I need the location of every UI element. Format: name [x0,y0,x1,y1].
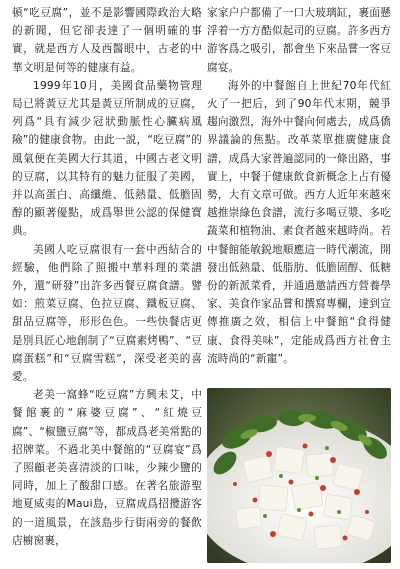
paragraph: 海外的中餐館自上世紀70年代紅火了一把后，到了90年代末期，競爭趨向激烈，海外中餐向何處去，成爲僑界議論的焦點。改革菜單推廣健康食譜，成爲大家普遍認同的一條出路，事實上，中餐于健康飲食新概念上占有優勢，大有文章可做。西方人近年來越來越推崇綠色食譜，流行多喝豆漿、多吃蔬菜和植物油、素食者越來越時尚。若中餐館能敏鋭地順應這一時代潮流，開發出低熱量、低脂肪、低膽固醇、低糖份的新派菜肴，并通過邀請西方營養學家、美食作家品嘗和撰寫專欄，達到宣傳推廣之效，相信上中餐館“食得健康、食得美味”，定能成爲西方社會主流時尚的“新寵”。 [207,79,391,365]
paragraph: 1999年10月，美國食品藥物管理局已將黃豆尤其是黃豆所制成的豆腐，列爲“具有減少冠狀動脈性心臟病風險”的健康食物。由此一説，“吃豆腐”的風氣便在美國大行其道，中國古老文明的豆腐，以其特有的魅力征服了美國，并以高蛋白、高纖維、低熱量、低膽固醇的顯著優點，成爲舉世公認的保健寶典。 [12,79,202,238]
left-text-column [12,4,202,550]
paragraph: 頓“吃豆腐”，並不是影響國際政治大略的新聞，但它卻表達了一個明確的事實，就是西方人及西醫眼中，古老的中華文明是何等的健康有益。 [12,7,202,74]
paragraph: 老美一窩蜂“吃豆腐”方興未艾，中餐館裹的“麻婆豆腐”、“紅燒豆腐”、“椒鹽豆腐”等，都成爲老美常點的招牌菜。不過北美中餐館的“豆腐宴”爲了照顧老美喜清淡的口味，少辣少鹽的同時，加上了酸甜口感。在著名旅游聖地夏威夷的Maui島，豆腐成爲招攬游客的一道風景，在該島步行街兩旁的餐飲店櫥窗裹， [12,389,202,547]
right-text-column [207,4,391,368]
tofu-dish-photo [207,388,391,563]
paragraph: 美國人吃豆腐很有一套中西結合的經驗，他們除了照搬中華料理的菜譜外，還“研發”出許多西餐豆腐食譜。譬如：煎菜豆腐、色拉豆腐、鐵板豆腐、甜品豆腐等，形形色色。一些快餐店更是別具匠心地創制了“豆腐素烤鴨”、“豆腐蛋糕”和“豆腐雪糕”，深受老美的喜愛。 [12,243,202,384]
paragraph: 家家户户都備了一口大玻璃缸，裹面懸浮着一方方酷似起司的豆腐。許多西方游客爲之吸引，都會坐下來品嘗一客豆腐宴。 [207,7,391,74]
tofu-dish-illustration [207,388,391,563]
